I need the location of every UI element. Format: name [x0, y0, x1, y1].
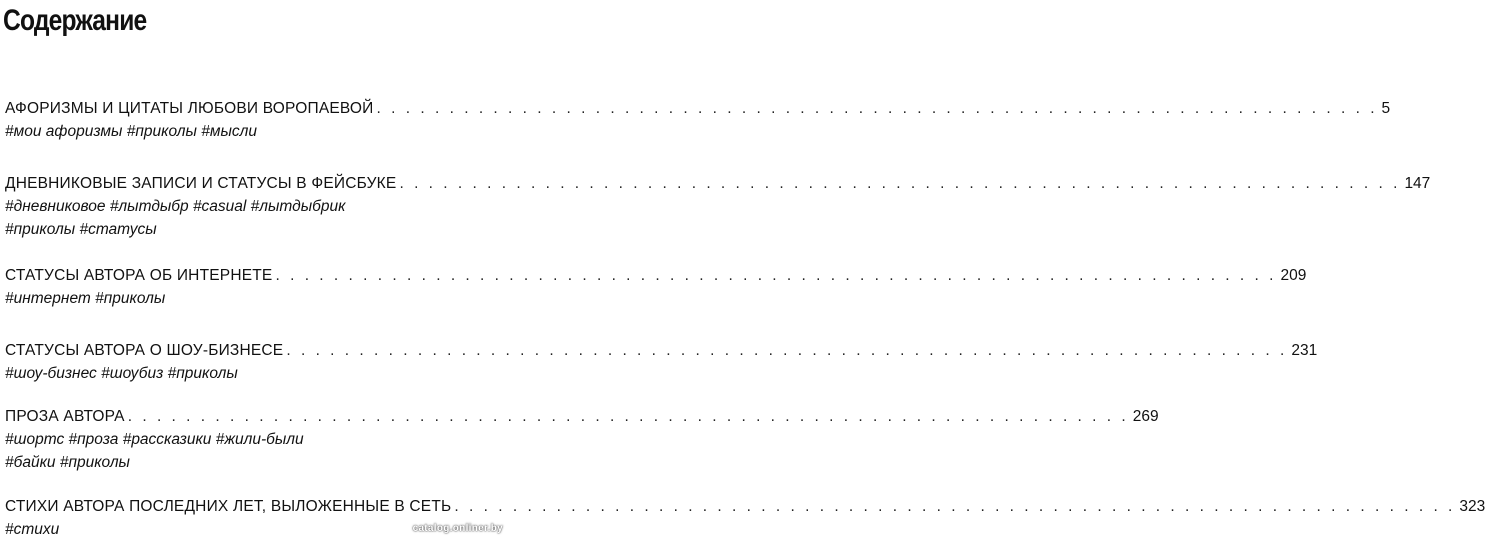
toc-entry-title: ДНЕВНИКОВЫЕ ЗАПИСИ И СТАТУСЫ В ФЕЙСБУКЕ — [5, 175, 397, 192]
toc-page-number: 209 — [1280, 267, 1307, 284]
toc-entry-line — [5, 406, 1159, 428]
dot-leader: . . . . . . . . . . . . . . . . . . . . . . . . . . . . . . . . . . . . . . . . . . . . . . . . . . . . . . . . . . . . . . . . . . . . . — [376, 100, 1378, 117]
toc-entry — [5, 406, 1159, 474]
toc-entry-tags: #приколы #статусы — [5, 221, 157, 238]
watermark: catalog.onliner.by — [412, 523, 503, 534]
toc-entry-line — [5, 265, 1307, 287]
toc-entry-tags: #интернет #приколы — [5, 290, 166, 307]
toc-entry-tags: #мои афоризмы #приколы #мысли — [5, 123, 257, 140]
toc-page-number: 323 — [1459, 498, 1485, 515]
dot-leader: . . . . . . . . . . . . . . . . . . . . . . . . . . . . . . . . . . . . . . . . . . . . . . . . . . . . . . . . . . . . . . . . . . . . . — [127, 408, 1129, 425]
toc-entry-title: СТИХИ АВТОРА ПОСЛЕДНИХ ЛЕТ, ВЫЛОЖЕННЫЕ В СЕТЬ — [5, 498, 452, 515]
toc-entry — [5, 265, 1307, 310]
toc-entry-line — [5, 173, 1431, 195]
toc-entry-tags: #байки #приколы — [5, 454, 130, 471]
toc-page-number: 147 — [1404, 175, 1431, 192]
toc-page-number: 231 — [1291, 342, 1318, 359]
dot-leader: . . . . . . . . . . . . . . . . . . . . . . . . . . . . . . . . . . . . . . . . . . . . . . . . . . . . . . . . . . . . . . . . . . . . . — [454, 498, 1456, 515]
toc-entry — [5, 98, 1391, 143]
toc-entry-tags: #шортс #проза #рассказики #жили-были — [5, 431, 304, 448]
toc-page-number: 5 — [1381, 100, 1391, 117]
toc-entry-tags: #дневниковое #лытдыбр #casual #лытдыбрик — [5, 198, 346, 215]
page-title: Содержание — [3, 4, 147, 37]
toc-page-number: 269 — [1132, 408, 1159, 425]
toc-entry — [5, 173, 1431, 241]
dot-leader: . . . . . . . . . . . . . . . . . . . . . . . . . . . . . . . . . . . . . . . . . . . . . . . . . . . . . . . . . . . . . . . . . . . . . — [399, 175, 1401, 192]
toc-entry-line — [5, 98, 1391, 120]
toc-entry-title: СТАТУСЫ АВТОРА О ШОУ-БИЗНЕСЕ — [5, 342, 284, 359]
toc-entry-title: ПРОЗА АВТОРА — [5, 408, 125, 425]
toc-entry-line — [5, 340, 1318, 362]
toc-entry — [5, 496, 1485, 541]
toc-entry-tags: #шоу-бизнес #шоубиз #приколы — [5, 365, 238, 382]
toc-entry — [5, 340, 1318, 385]
dot-leader: . . . . . . . . . . . . . . . . . . . . . . . . . . . . . . . . . . . . . . . . . . . . . . . . . . . . . . . . . . . . . . . . . . . . . — [286, 342, 1288, 359]
toc-entry-line — [5, 496, 1485, 518]
dot-leader: . . . . . . . . . . . . . . . . . . . . . . . . . . . . . . . . . . . . . . . . . . . . . . . . . . . . . . . . . . . . . . . . . . . . . — [275, 267, 1277, 284]
toc-entry-title: СТАТУСЫ АВТОРА ОБ ИНТЕРНЕТЕ — [5, 267, 273, 284]
toc-entry-tags: #стихи — [5, 521, 60, 538]
toc-entry-title: АФОРИЗМЫ И ЦИТАТЫ ЛЮБОВИ ВОРОПАЕВОЙ — [5, 100, 374, 117]
